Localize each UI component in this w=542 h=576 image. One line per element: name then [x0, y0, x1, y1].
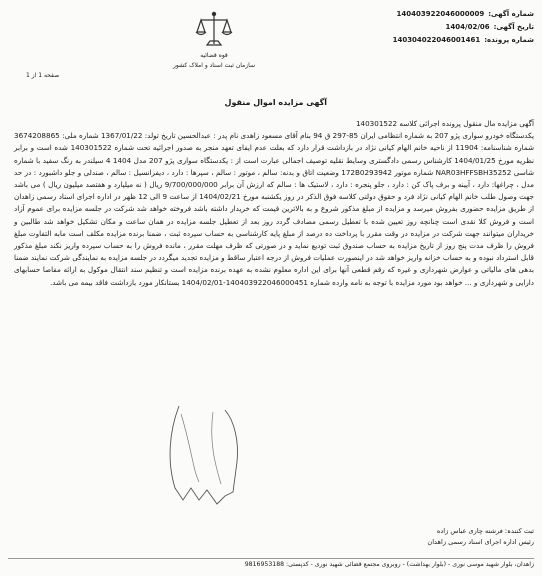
- body-paragraph: یکدستگاه خودرو سواری پژو 207 به شماره انتظامی ایران 85-297 ق 94 بنام آقای مسعود زاهدی نام پدر : عبدالحسین تاریخ تولد: 1367/01/22 شماره ملی: 3674208865 شماره شناسنامه: 11904 از ناحیه خانم الهام کیانی نژاد در بازداشت قرار دارد که بعلت عدم ایفای تعهد منجر به صدور اجرائیه تحت شماره 140301522 شده است و برابر نظریه مورخ 1404/01/25 کارشناس رسمی دادگستری وسایط نقلیه توصیف اجمالی عبارت است از : یکدستگاه سواری پژو 207 مدل 1404 4 سیلندر به رنگ سفید با شماره شاسی NAR03HFFSBH35252 شماره موتور 172B0293942 وضعیت اتاق و بدنه: سالم ، موتور : سالم ، سپرها : دارد ، دیفرانسیل : سالم ، صندلی و جلو داشبورد : در حد مدل ، چراغها: دارد ، آیینه و برف پاک کن : دارد ، جلو پنجره : دارد ، لاستیک ها : سالم که ارزش آن برابر 9/700/000/000 ریال ( نه میلیارد و هفتصد میلیون ریال ) می باشد جهت وصول طلب خانم الهام کیانی نژاد فرد و حقوق دولتی کلاسه فوق الذکر در روز یکشنبه مورخ 1404/02/21 از ساعت 9 الی 12 ظهر در اداره اجرای اسناد رسمی زاهدان از طریق مزایده حضوری بفروش میرسد و مزایده از مبلغ مذکور شروع و به بالاترین قیمت که خریدار داشته باشد فروخته خواهد شد شرکت در جلسه مزایده برای عموم آزاد است و فروش کلا نقدی است چنانچه روز تعیین شده با تعطیل رسمی مصادف گردد روز بعد از تعطیل جلسه مزایده در همان ساعت و مکان تشکیل خواهد شد طالبین و خریداران میتوانند جهت شرکت در مزایده در وقت مقرر با پرداخت ده درصد از مبلغ پایه کارشناسی به حساب سپرده ثبت ، ضمنا برنده مزایده مکلف است مابه التفاوت مبلغ فروش را ظرف مدت پنج روز از تاریخ مزایده به حساب صندوق ثبت تودیع نماید و در صورتی که ظرف مهلت مقرر ، مانده فروش را به حساب سپرده واریز نکند مبلغ مذکور قابل استرداد نبوده و به حساب خزانه واریز خواهد شد در اینصورت عملیات فروش از درجه اعتبار ساقط و مزایده تجدید میگردد در جلسه مزایده به نمایندگی شرکت نمایند ضمنا بدهی های مالیاتی و عوارض شهرداری و غیره که رقم قطعی آنها برای این اداره معلوم نشده به عهده برنده مزایده است و تنظیم سند انتقال موکول به ارائه مفاصا حسابهای دارایی و شهرداری و ... خواهد بود مورد مزایده با توجه به نامه وارده شماره 140403922046000451-1404/02/01 بستانکار مورد بازداشت فاقد بیمه می باشد.: [14, 131, 535, 287]
- notice-date-row: [356, 21, 534, 34]
- notice-body: [14, 118, 534, 289]
- case-number-row: [356, 34, 534, 47]
- signer-name: ثبت کنندہ: فرشته چاری عباس زاده: [436, 527, 534, 535]
- signature-mark: [165, 402, 245, 516]
- notice-date: 1404/02/06: [445, 23, 490, 31]
- page-title: آگهی مزایده اموال منقول: [224, 98, 327, 107]
- notice-number-label: شماره آگهی:: [488, 10, 534, 18]
- case-number-label: شماره پرونده:: [484, 36, 534, 44]
- notice-number-row: [356, 8, 534, 21]
- org-name-2: سازمان ثبت اسناد و املاک کشور: [172, 62, 256, 69]
- body-heading: آگهی مزایده مال منقول پرونده اجرائی کلاسه 140301522: [355, 119, 534, 128]
- notice-number: 140403922046000009: [396, 10, 485, 18]
- case-number: 140304022046001461: [392, 36, 481, 44]
- page-number: صفحه 1 از 1: [26, 72, 60, 79]
- notice-date-label: تاریخ آگهی:: [493, 23, 534, 31]
- signer-role: رئیس اداره اجرای اسناد رسمی زاهدان: [427, 538, 534, 546]
- scales-icon: [194, 10, 234, 50]
- emblem: [172, 10, 256, 70]
- signature-block: [427, 526, 534, 548]
- footer-address: زاهدان، بلوار شهید موسی نوری - (بلوار بهداشت) - روبروی مجتمع قضائی شهید نوری - کدپستی: 9816953188: [8, 558, 534, 568]
- notice-meta: [356, 8, 534, 47]
- org-name-1: قوه قضائیه: [200, 52, 228, 59]
